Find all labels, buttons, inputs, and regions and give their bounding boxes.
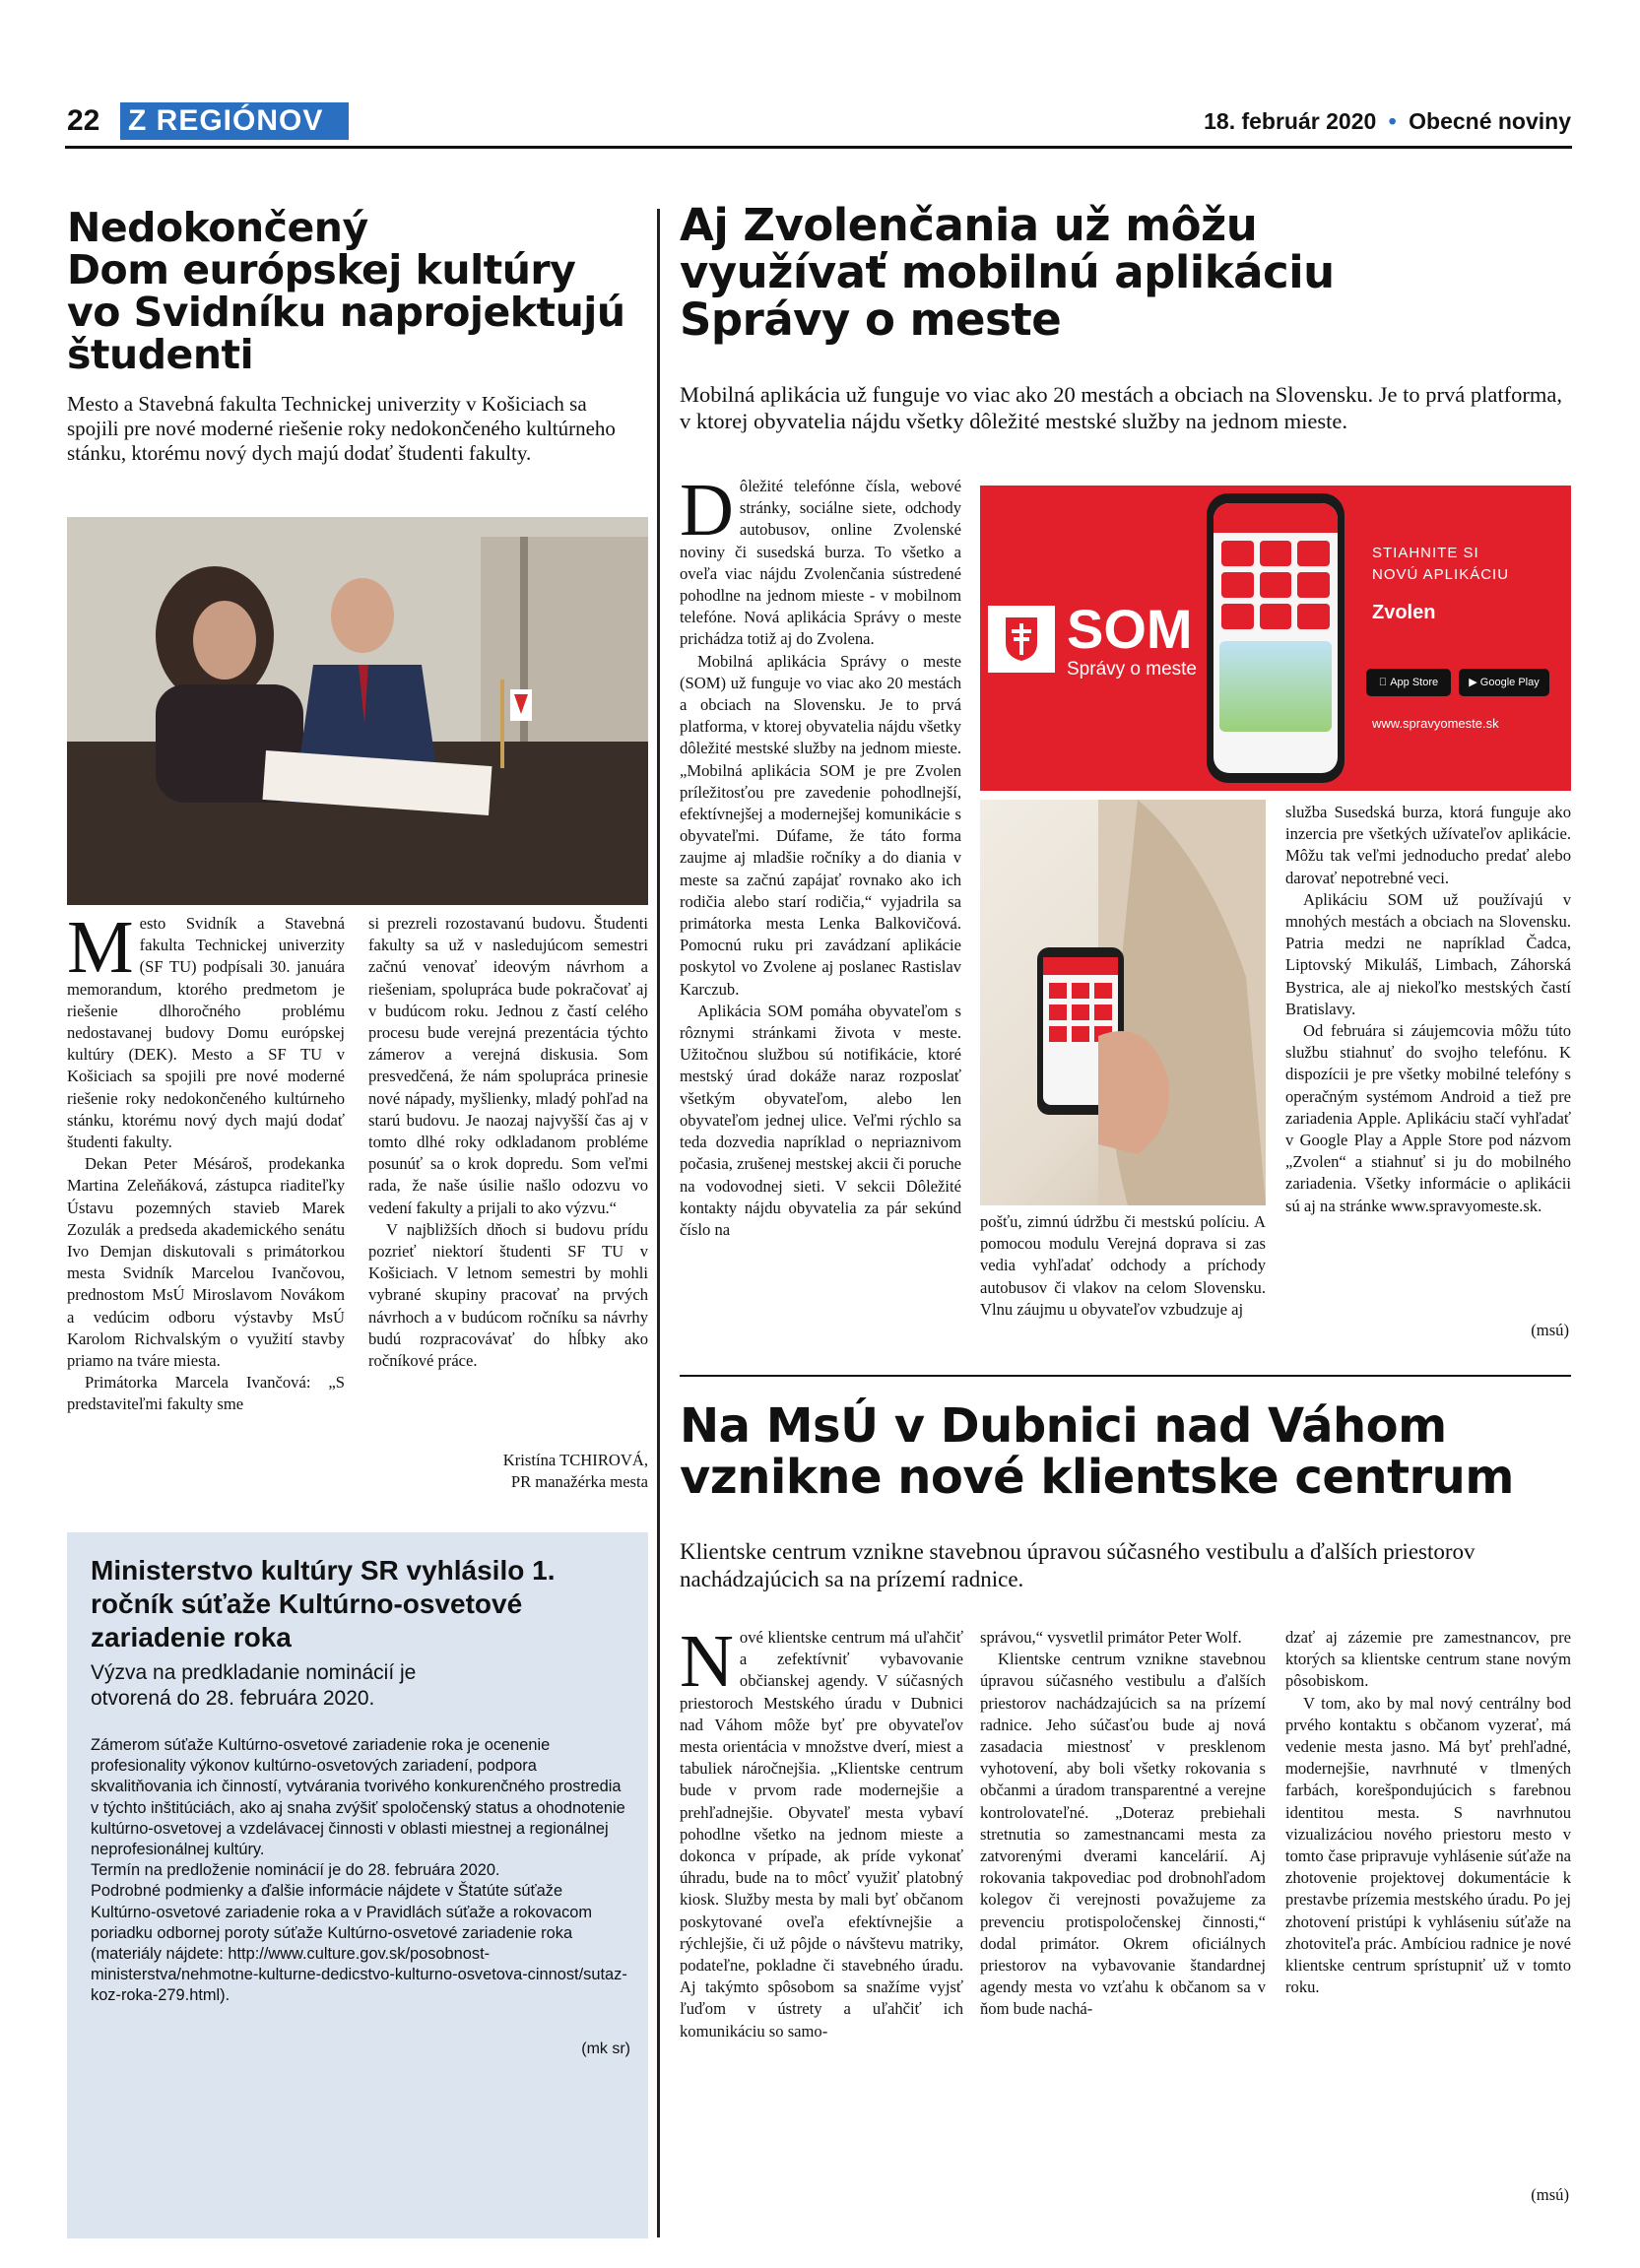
title-line: vznikne nové klientske centrum: [680, 1450, 1514, 1505]
article2-signature: (msú): [1531, 1321, 1569, 1339]
play-icon: ▶: [1469, 677, 1477, 688]
article2-column-2: [980, 1211, 1266, 1349]
article1-title: [67, 204, 648, 379]
infobox-body: [91, 1735, 632, 2007]
author-role: PR manažérka mesta: [510, 1472, 648, 1492]
apple-icon: [1379, 677, 1387, 688]
infobox-title: Ministerstvo kultúry SR vyhlásilo 1. ročník súťaže Kultúrno-osvetové zariadenie roka: [91, 1555, 556, 1652]
article2-title: [680, 199, 1576, 346]
paragraph: pošťu, zimnú údržbu či mestskú políciu. A pomocou modulu Verejná doprava si zas vedia vyhľadať odchody a príchody autobusov či vlakov na celom Slovensku. Vlnu záujmu u obyvateľov vzbudzuje aj: [980, 1212, 1266, 1319]
cta-line: STIAHNITE SI: [1372, 545, 1479, 561]
title-line: využívať mobilnú aplikáciu: [680, 246, 1335, 298]
paragraph: dzať aj zázemie pre zamestnancov, pre ktorých sa klientske centrum stane novým pôsobiskom.: [1285, 1628, 1571, 1691]
bullet: •: [1388, 108, 1397, 134]
paragraph: Aplikáciu SOM už používajú v mnohých mestách a obciach na Slovensku. Patria medzi ne napríklad Čadca, Liptovský Mikuláš, Limbach, Záhorská Bystrica, ale aj niekoľko mestských častí Bratislavy.: [1285, 889, 1571, 1018]
phone-mockup: [1207, 493, 1345, 783]
title-line: Na MsÚ v Dubnici nad Váhom: [680, 1398, 1447, 1454]
paragraph: esto Svidník a Stavebná fakulta Technickej univerzity (SF TU) podpísali 30. januára memorandum, ktorého predmetom je riešenie dlhoročného problému nedostavanej budovy Domu európskej kultúry (DEK). Mesto a SF TU v Košiciach sa spojili pre nové moderné riešenie roky nedokončeného kultúrneho stánku, ktorému nový dych majú dodať študenti fakulty.: [67, 914, 345, 1152]
paragraph: služba Susedská burza, ktorá funguje ako inzercia pre všetkých užívateľov aplikácie. Môžu tak veľmi jednoducho predať alebo darovať nepotrebné veci.: [1285, 803, 1571, 887]
paper-name: Obecné noviny: [1409, 108, 1571, 134]
som-logo-box: [988, 606, 1055, 673]
signing-photo: [67, 517, 648, 905]
paragraph: Od februára si záujemcovia môžu túto službu stiahnuť do svojho telefónu. K dispozícii je pre všetky mobilné telefóny s operačným systémom Android a tiež pre zariadenia Apple. Aplikáciu stačí vyhľadať v Google Play a Apple Store pod názvom „Zvolen“ a stiahnuť si ju do mobilného zariadenia. Všetky informácie o aplikácii sú aj na stránke www.spravyomeste.sk.: [1285, 1021, 1571, 1215]
article3-lead: Klientske centrum vznikne stavebnou úpravou súčasného vestibulu a ďalších priestorov nachádzajúcich sa na prízemí radnice.: [680, 1539, 1476, 1591]
som-tagline: Správy o meste: [1067, 659, 1197, 680]
paragraph: Termín na predloženie nominácií je do 28. februára 2020.: [91, 1861, 500, 1880]
section-label: Z REGIÓNOV: [120, 102, 349, 140]
paragraph: Primátorka Marcela Ivančová: „S predstaviteľmi fakulty sme: [67, 1373, 345, 1414]
title-line: Dom európskej kultúry: [67, 246, 576, 294]
ad-city: Zvolen: [1372, 602, 1436, 623]
paragraph: Klientske centrum vznikne stavebnou úpravou súčasného vestibulu a ďalších priestorov nachádzajúcich sa na prízemí radnice. Jeho súčasťou bude aj nová zasadacia miestnosť v presklenom vyhotovení, aby boli všetky rokovania s občanmi a úradom transparentné a verejne kontrolovateľné. „Doteraz prebiehali stretnutia so zamestnancami mesta za zatvorenými dverami kancelárií. Aj rokovania takpovediac pod drobnohľadom kolegov či verejnosti považujeme za prevenciu protispoločenskej činnosti,“ dodal primátor. Okrem oficiálnych priestorov na vybavovanie štandardnej agendy mesta vo vzťahu k občanom sa v ňom bude nachá-: [980, 1650, 1266, 2019]
cross-icon: [1002, 616, 1041, 663]
paragraph: správou,“ vysvetlil primátor Peter Wolf.: [980, 1628, 1242, 1647]
page-number: 22: [67, 104, 100, 137]
header-rule: [65, 146, 1572, 149]
article3-column-3: [1285, 1627, 1571, 2178]
infobox-signature: (mk sr): [581, 2041, 630, 2057]
google-play-label: Google Play: [1479, 677, 1540, 688]
column-divider: [657, 209, 660, 2237]
article1-column-1: [67, 913, 345, 1504]
title-line: Správy o meste: [680, 293, 1062, 346]
article2-column-3: [1285, 802, 1571, 1314]
title-line: Nedokončený: [67, 204, 368, 251]
title-line: študenti: [67, 331, 254, 379]
paragraph: si prezreli rozostavanú budovu. Študenti fakulty sa už v nasledujúcom semestri začnú venovať ideovým návrhom a riešeniam, spolupráca bude pokračovať aj v budúcom roku. Jednou z častí celého procesu bude verejná prezentácia týchto zámerov a verejná diskusia. Som presvedčená, že nám spolupráca prinesie nové nápady, myšlienky, mladý pohľad na starú budovu. Je naozaj najvyšší čas aj v tomto dlhé roky odkladanom probléme posunúť sa o krok dopredu. Som veľmi rada, že naše úsilie našlo odozvu vo vedení fakulty a prijali to ako výzvu.“: [368, 914, 648, 1217]
article3-title: [680, 1400, 1576, 1503]
paragraph: Zámerom súťaže Kultúrno-osvetové zariadenie roka je ocenenie profesionality výkonov kultúrno-osvetových zariadení, podpora skvalitňovania ich činností, vytvárania tvorivého konkurenčného prostredia v týchto inštitúciách, ako aj snaha zvýšiť spoločenský status a ohodnotenie kultúrno-osvetovej a vzdelávacej činnosti v oblasti miestnej a regionálnej neprofesionálnej kultúry.: [91, 1736, 625, 1859]
article1-column-2: [368, 913, 648, 1445]
title-line: Aj Zvolenčania už môžu: [680, 199, 1258, 251]
article1-signature: [368, 1450, 648, 1493]
cta-line: NOVÚ APLIKÁCIU: [1372, 566, 1510, 583]
dropcap: N: [680, 1627, 734, 1703]
dropcap: M: [67, 913, 134, 989]
app-store-label: App Store: [1384, 677, 1433, 688]
paragraph: V najbližších dňoch si budovu prídu pozrieť niektorí študenti SF TU v Košiciach. V letnom semestri by mohli vybrané skupiny pracovať na prvých návrhoch a v budúcom ročníku sa návrhy budú rozpracovávať do hĺbky ako ročníkové práce.: [368, 1219, 648, 1371]
paragraph: Aplikácia SOM pomáha obyvateľom s rôznymi stránkami života v meste. Užitočnou službou sú notifikácie, ktoré mestský úrad dokáže naraz rozposlať všetkým obyvateľom, alebo len obyvateľom jednej ulice. Veľmi rýchlo sa teda dozvedia napríklad o nepriaznivom počasia, zrušenej mestskej akcii či poruche na vodovodnej sieti. V sekcii Dôležité kontakty nájdu obyvatelia za pár sekúnd číslo na: [680, 1001, 961, 1239]
paragraph: Mobilná aplikácia Správy o meste (SOM) už funguje vo viac ako 20 mestách a obciach na Slovensku. Je to prvá platforma, v ktorej obyvatelia nájdu všetky dôležité mestské služby na jednom mieste. „Mobilná aplikácia SOM je pre Zvolen príležitosťou pre zavedenie pohodlnejší, efektívnejšej a modernejšej komunikácie s obyvateľmi. Dúfame, že táto forma zaujme aj mladšie ročníky a do diania v meste sa začnú zapájať rovnako ako ich rodičia alebo starí rodičia,“ vyjadrila sa primátorka mesta Lenka Balkovičová. Pomocnú ruku pri zavádzaní aplikácie poskytol vo Zvolene aj poslanec Rastislav Karczub.: [680, 651, 961, 999]
paragraph: ôležité telefónne čísla, webové stránky, sociálne siete, odchody autobusov, online Zvolenské noviny či susedská burza. To všetko a oveľa viac nájdu Zvolenčania sústredené pohodlne na jednom mieste - v mobilnom telefóne. Nová aplikácia Správy o meste prichádza totiž aj do Zvolena.: [680, 477, 961, 649]
paragraph: ové klientske centrum má uľahčiť a zefektívniť vybavovanie občianskej agendy. V súčasných priestoroch Mestského úradu v Dubnici nad Váhom môže byť pre obyvateľov mesta orientácia v množstve dverí, miest a tabuliek náročnejšia. „Klientske centrum bude v prvom rade modernejšie a prehľadnejšie. Obyvateľ mesta vybaví pohodlne všetko na jednom mieste a dokonca v prípade, ak príde vykonať úhradu, bude na to môcť využiť platobný kiosk. Služby mesta by mali byť občanom poskytované oveľa efektívnejšie a rýchlejšie, či už pôjde o návštevu matriky, podateľne, pokladne či stavebného úradu. Aj takýmto spôsobom sa snažíme vyjsť ľuďom v ústrety a uľahčiť ich komunikáciu so samo-: [680, 1628, 963, 2041]
ad-url[interactable]: www.spravyomeste.sk: [1372, 716, 1499, 731]
dropcap: D: [680, 476, 734, 551]
som-brand: SOM: [1067, 598, 1193, 660]
issue-info: [1204, 108, 1571, 135]
article3-signature: (msú): [1531, 2185, 1569, 2204]
section-rule: [680, 1375, 1571, 1377]
article3-column-1: [680, 1627, 963, 2218]
ad-cta: [1372, 543, 1509, 586]
app-store-badge[interactable]: [1366, 669, 1451, 696]
infobox: [67, 1532, 648, 2238]
paragraph: Dekan Peter Mésároš, prodekanka Martina Zeleňáková, zástupca riaditeľky Ústavu pozemných stavieb Marek Zozulák a predseda akademického senátu Ivo Demjan diskutovali s primátorkou mesta Svidník Marcelou Ivančovou, prednostom MsÚ Miroslavom Novákom a vedúcim odboru výstavby MsÚ Karolom Richvalským o využití stavby priamo na tváre miesta.: [67, 1154, 345, 1371]
title-line: vo Svidníku naprojektujú: [67, 289, 625, 337]
article2-lead: Mobilná aplikácia už funguje vo viac ako 20 mestách a obciach na Slovensku. Je to prvá platforma, v ktorej obyvatelia nájdu všetky dôležité mestské služby na jednom mieste.: [680, 382, 1562, 433]
author-name: Kristína TCHIROVÁ,: [502, 1451, 648, 1469]
hand-phone-photo: [980, 800, 1266, 1205]
issue-date: 18. február 2020: [1204, 108, 1377, 134]
google-play-badge[interactable]: [1459, 669, 1549, 696]
article3-column-2: [980, 1627, 1266, 2218]
paragraph: Podrobné podmienky a ďalšie informácie nájdete v Štatúte súťaže Kultúrno-osvetové zariadenie roka a v Pravidlách súťaže a rokovacom poriadku odbornej poroty súťaže Kultúrno-osvetové zariadenie roka (materiály nájdete: http://www.culture.gov.sk/posobnost-ministerstva/nehmotne-kulturne-dedicstvo-kulturno-osvetova-cinnost/sutaz-koz-roka-279.html).: [91, 1882, 627, 2005]
article1-lead: Mesto a Stavebná fakulta Technickej univerzity v Košiciach sa spojili pre nové moderné riešenie roky nedokončeného kultúrneho stánku, ktorému nový dych majú dodať študenti fakulty.: [67, 392, 616, 465]
infobox-subtitle: Výzva na predkladanie nominácií je otvorená do 28. februára 2020.: [91, 1661, 417, 1710]
som-ad-banner: [980, 486, 1571, 791]
paragraph: V tom, ako by mal nový centrálny bod prvého kontaktu s občanom vyzerať, má vedenie mesta jasno. Má byť prehľadné, modernejšie, navrhnuté v tlmených farbách, korešpondujúcich s farebnou identitou mesta. S navrhnutou vizualizáciou nového priestoru mesto v tomto čase pripravuje vyhlásenie súťaže na zhotovenie projektovej dokumentácie k prestavbe prízemia mestského úradu. Po jej zhotovení pristúpi k vyhláseniu súťaže na zhotoviteľa prác. Ambíciou radnice je nové klientske centrum sprístupniť už v tomto roku.: [1285, 1693, 1571, 1997]
